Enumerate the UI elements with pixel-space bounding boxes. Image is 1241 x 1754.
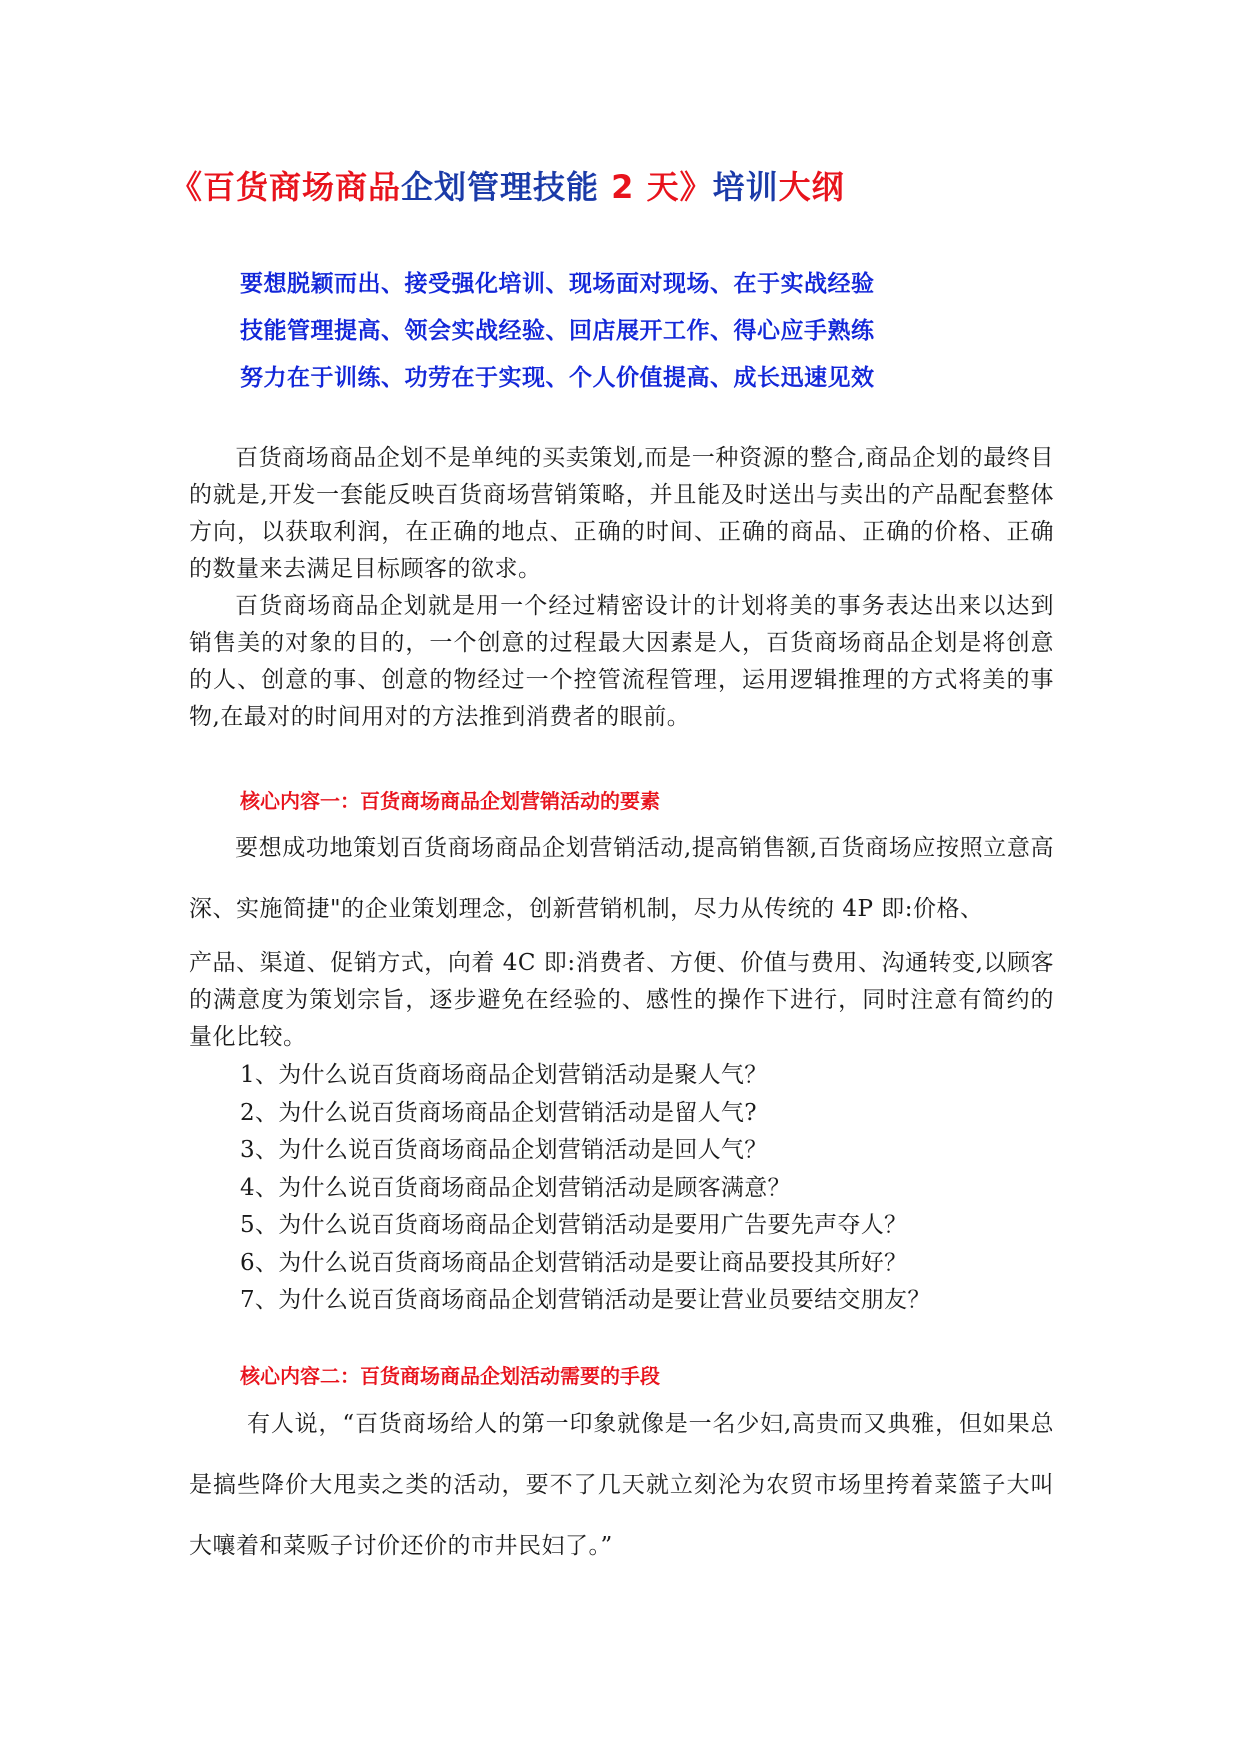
- list-item: 3、为什么说百货商场商品企划营销活动是回人气？: [240, 1137, 768, 1163]
- title-part-3: 2 天》: [599, 168, 713, 206]
- title-part-4: 培训: [712, 168, 779, 206]
- slogan-line: 要想脱颖而出、接受强化培训、现场面对现场、在于实战经验: [240, 271, 875, 297]
- section-1-heading: 核心内容一：百货商场商品企划营销活动的要素: [240, 789, 660, 813]
- list-item: 1、为什么说百货商场商品企划营销活动是聚人气？: [240, 1062, 768, 1088]
- title-part-5: 大纲: [778, 168, 845, 206]
- question-list: [240, 1057, 1060, 1320]
- list-item: 4、为什么说百货商场商品企划营销活动是顾客满意？: [240, 1174, 791, 1201]
- section-2-heading: 核心内容二：百货商场商品企划活动需要的手段: [240, 1364, 660, 1388]
- section-2-paragraph-1: 有人说，“百货商场给人的第一印象就像是一名少妇,高贵而又典雅，但如果总是搞些降价大甩卖之类的活动，要不了几天就立刻沦为农贸市场里挎着菜篮子大叫大嚷着和菜贩子讨价还价的市井民妇了。”: [189, 1411, 1054, 1559]
- list-item: 2、为什么说百货商场商品企划营销活动是留人气?: [240, 1099, 757, 1126]
- slogan-line: 努力在于训练、功劳在于实现、个人价值提高、成长迅速见效: [240, 365, 875, 391]
- list-item: 5、为什么说百货商场商品企划营销活动是要用广告要先声夺人？: [240, 1212, 908, 1238]
- slogan-block: [240, 270, 1140, 411]
- intro-paragraph-2: 百货商场商品企划就是用一个经过精密设计的计划将美的事务表达出来以达到销售美的对象的目的，一个创意的过程最大因素是人，百货商场商品企划是将创意的人、创意的事、创意的物经过一个控管流程管理，运用逻辑推理的方式将美的事物,在最对的时间用对的方法推到消费者的眼前。: [189, 593, 1054, 730]
- list-item: 7、为什么说百货商场商品企划营销活动是要让营业员要结交朋友？: [240, 1287, 931, 1313]
- section-1-paragraph-1: 要想成功地策划百货商场商品企划营销活动,提高销售额,百货商场应按照立意高深、实施简捷"的企业策划理念，创新营销机制，尽力从传统的 4P 即:价格、: [189, 835, 1054, 922]
- list-item: 6、为什么说百货商场商品企划营销活动是要让商品要投其所好？: [240, 1249, 908, 1276]
- title-part-1: 《百货商场商品: [170, 168, 402, 206]
- slogan-line: 技能管理提高、领会实战经验、回店展开工作、得心应手熟练: [240, 318, 875, 344]
- title-part-2: 企划管理技能: [401, 168, 600, 206]
- page-title: [170, 162, 1070, 208]
- intro-paragraph-1: 百货商场商品企划不是单纯的买卖策划,而是一种资源的整合,商品企划的最终目的就是,开发一套能反映百货商场营销策略，并且能及时送出与卖出的产品配套整体方向，以获取利润，在正确的地点、正确的时间、正确的商品、正确的价格、正确的数量来去满足目标顾客的欲求。: [189, 445, 1054, 582]
- section-1-paragraph-2: 产品、渠道、促销方式，向着 4C 即:消费者、方便、价值与费用、沟通转变,以顾客的满意度为策划宗旨，逐步避免在经验的、感性的操作下进行，同时注意有简约的量化比较。: [189, 950, 1054, 1050]
